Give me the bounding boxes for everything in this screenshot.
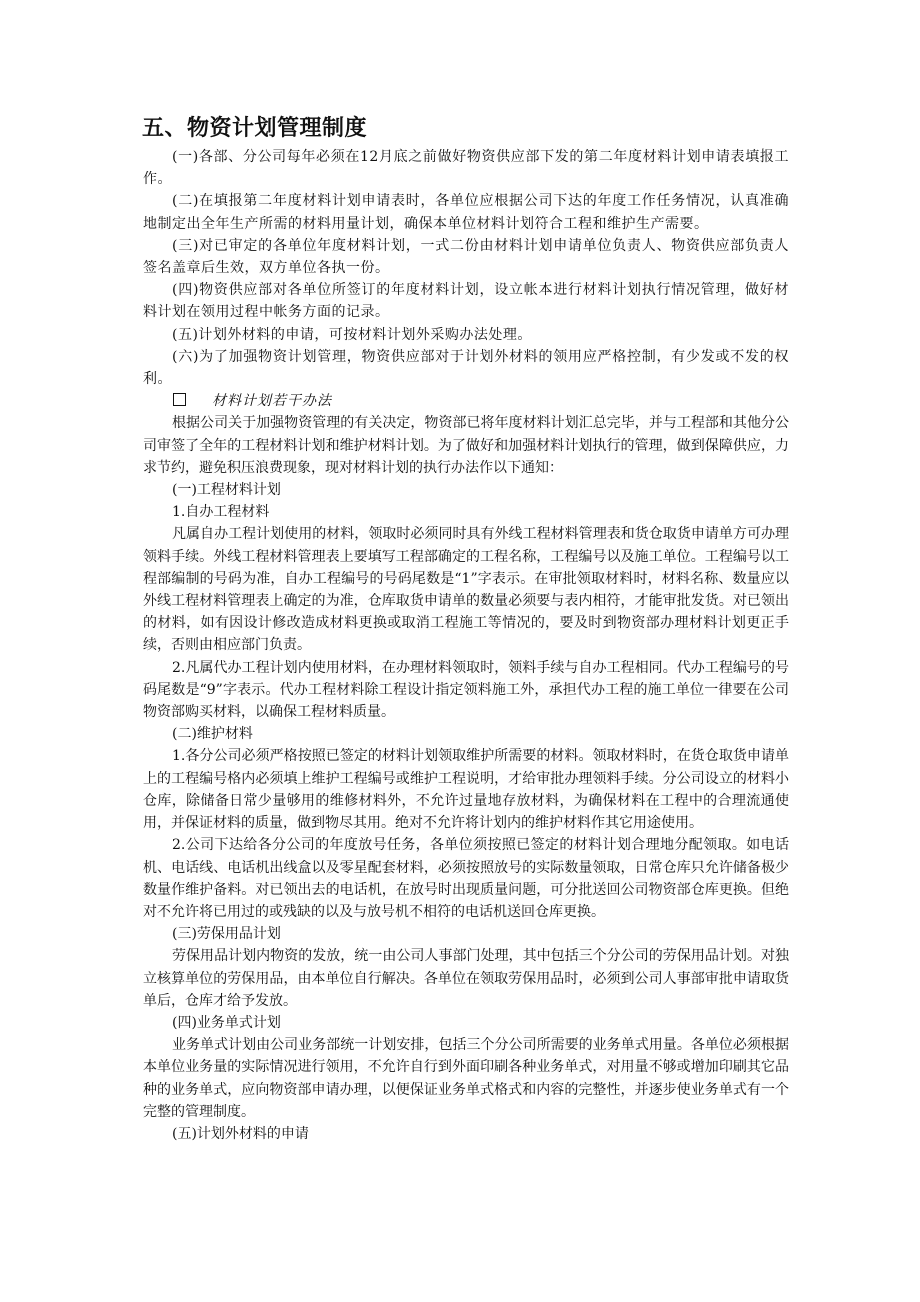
- section-3-title: (三)劳保用品计划: [172, 926, 281, 943]
- subheading-text: 材料计划若干办法: [212, 393, 332, 410]
- rule-paragraph-6: (六)为了加强物资计划管理，物资供应部对于计划外材料的领用应严格控制，有少发或不发的权利。: [143, 348, 789, 388]
- section-1-title: (一)工程材料计划: [172, 482, 281, 499]
- section-subheading: [143, 390, 789, 412]
- rule-paragraph-5: (五)计划外材料的申请，可按材料计划外采购办法处理。: [172, 326, 532, 343]
- checkbox-bullet-icon: [173, 393, 186, 406]
- section-5-title: (五)计划外材料的申请: [172, 1125, 309, 1142]
- section-4-title: (四)业务单式计划: [172, 1014, 281, 1031]
- section-4-paragraph-1: 业务单式计划由公司业务部统一计划安排，包括三个分公司所需要的业务单式用量。各单位必须根据本单位业务量的实际情况进行领用，不允许自行到外面印刷各种业务单式，对用量不够或增加印刷其它品种的业务单式，应向物资部申请办理，以便保证业务单式格式和内容的完整性，并逐步使业务单式有一个完整的管理制度。: [143, 1037, 789, 1120]
- section-2-title: (二)维护材料: [172, 726, 253, 743]
- section-1-subtitle: 1.自办工程材料: [172, 504, 270, 521]
- page-title: 五、物资计划管理制度: [142, 116, 368, 141]
- rule-paragraph-1: (一)各部、分公司每年必须在12月底之前做好物资供应部下发的第二年度材料计划申请表填报工作。: [143, 149, 789, 188]
- rule-paragraph-3: (三)对已审定的各单位年度材料计划，一式二份由材料计划申请单位负责人、物资供应部负责人签名盖章后生效，双方单位各执一份。: [143, 237, 789, 277]
- rule-paragraph-2: (二)在填报第二年度材料计划申请表时，各单位应根据公司下达的年度工作任务情况，认真准确地制定出全年生产所需的材料用量计划，确保本单位材料计划符合工程和维护生产需要。: [143, 193, 789, 232]
- section-3-paragraph-1: 劳保用品计划内物资的发放，统一由公司人事部门处理，其中包括三个分公司的劳保用品计划。对独立核算单位的劳保用品，由本单位自行解决。各单位在领取劳保用品时，必须到公司人事部审批申请取货单后，仓库才给予发放。: [143, 948, 789, 1009]
- section-2-paragraph-2: 2.公司下达给各分公司的年度放号任务，各单位须按照已签定的材料计划合理地分配领取。如电话机、电话线、电话机出线盒以及零星配套材料，必须按照放号的实际数量领取，日常仓库只允许储备极少数量作维护备料。对已领出去的电话机，在放号时出现质量问题，可分批送回公司物资部仓库更换。但绝对不允许将已用过的或残缺的以及与放号机不相符的电话机送回仓库更换。: [143, 837, 789, 920]
- section-1-paragraph-2: 2.凡属代办工程计划内使用材料，在办理材料领取时，领料手续与自办工程相同。代办工程编号的号码尾数是“9”字表示。代办工程材料除工程设计指定领料施工外，承担代办工程的施工单位一律要在公司物资部购买材料，以确保工程材料质量。: [143, 659, 789, 721]
- rule-paragraph-4: (四)物资供应部对各单位所签订的年度材料计划，设立帐本进行材料计划执行情况管理，做好材料计划在领用过程中帐务方面的记录。: [143, 282, 789, 321]
- document-page: [143, 112, 789, 1145]
- section-1-paragraph-1: 凡属自办工程计划使用的材料，领取时必须同时具有外线工程材料管理表和货仓取货申请单方可办理领料手续。外线工程材料管理表上要填写工程部确定的工程名称，工程编号以及施工单位。工程编号以工程部编制的号码为准，自办工程编号的号码尾数是“1”字表示。在审批领取材料时，材料名称、数量应以外线工程材料管理表上确定的为准，仓库取货申请单的数量必须要与表内相符，才能审批发货。对已领出的材料，如有因设计修改造成材料更换或取消工程施工等情况的，要及时到物资部办理材料计划更正手续，否则由相应部门负责。: [143, 526, 789, 654]
- section-2-paragraph-1: 1.各分公司必须严格按照已签定的材料计划领取维护所需要的材料。领取材料时，在货仓取货申请单上的工程编号格内必须填上维护工程编号或维护工程说明，才给审批办理领料手续。分公司设立的材料小仓库，除储备日常少量够用的维修材料外，不允许过量地存放材料，为确保材料在工程中的合理流通使用，并保证材料的质量，做到物尽其用。绝对不允许将计划内的维护材料作其它用途使用。: [143, 748, 789, 832]
- intro-paragraph: 根据公司关于加强物资管理的有关决定，物资部已将年度材料计划汇总完毕，并与工程部和其他分公司审签了全年的工程材料计划和维护材料计划。为了做好和加强材料计划执行的管理，做到保障供应，力求节约，避免积压浪费现象，现对材料计划的执行办法作以下通知：: [143, 415, 789, 476]
